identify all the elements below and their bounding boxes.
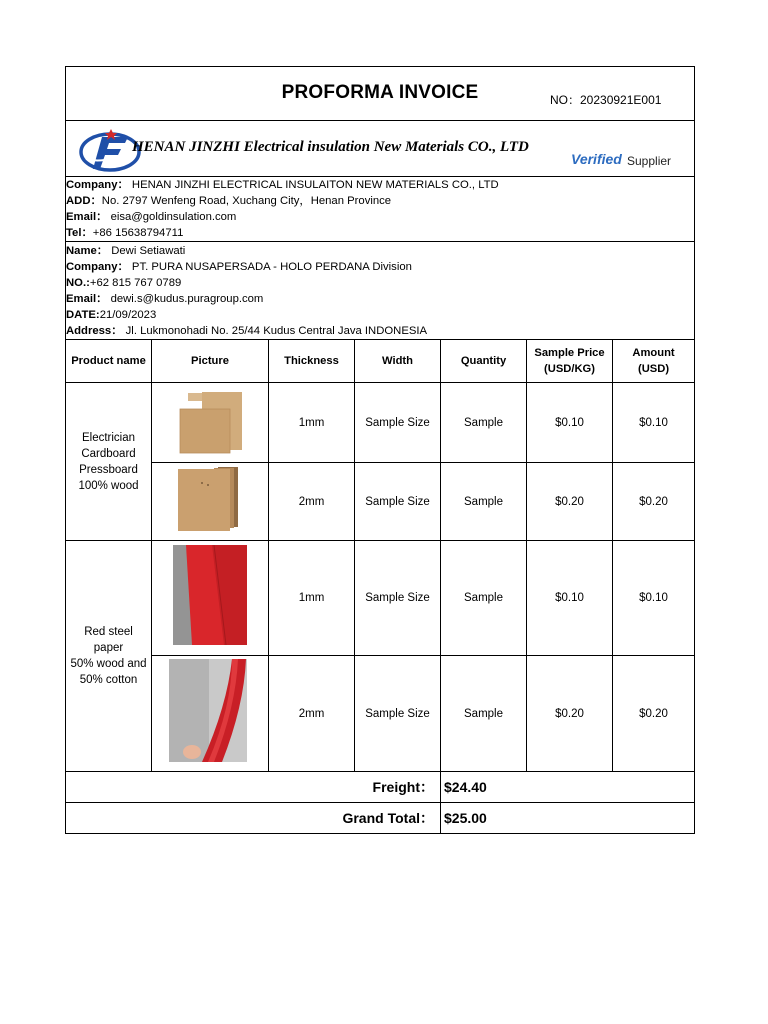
- product-name-line: 50% cotton: [79, 674, 138, 686]
- seller-email-label: Email：: [66, 211, 108, 223]
- picture-cell: [152, 463, 269, 541]
- picture-cell: [152, 383, 269, 463]
- table-row: [66, 463, 695, 541]
- seller-tel: +86 15638794711: [92, 227, 184, 239]
- product-name-line: Cardboard: [81, 447, 136, 460]
- seller-address: No. 2797 Wenfeng Road, Xuchang City，Henan Province: [101, 195, 392, 207]
- company-banner-title: HENAN JINZHI Electrical insulation New Materials CO., LTD: [132, 139, 529, 155]
- buyer-info: [66, 242, 695, 340]
- header-product-name: Product name: [66, 340, 152, 383]
- buyer-date: 21/09/2023: [99, 308, 157, 321]
- product-name-line: Red steel: [84, 626, 133, 638]
- width-cell: Sample Size: [355, 656, 441, 772]
- buyer-email: dewi.s@kudus.puragroup.com: [110, 292, 264, 305]
- header-quantity: Quantity: [441, 340, 527, 383]
- thickness-cell: 1mm: [269, 383, 355, 463]
- invoice-table: [65, 66, 695, 834]
- seller-info: [66, 177, 695, 242]
- buyer-company: PT. PURA NUSAPERSADA - HOLO PERDANA Division: [131, 260, 412, 273]
- verified-label: Verified: [571, 151, 622, 167]
- buyer-date-label: DATE:: [66, 308, 100, 321]
- product-name-line: paper: [93, 642, 124, 654]
- picture-cell: [152, 541, 269, 656]
- red-steel-paper-bent-image: [152, 656, 269, 766]
- thickness-cell: 2mm: [269, 463, 355, 541]
- title-cell: [66, 67, 695, 121]
- header-amount-line2: (USD): [637, 363, 670, 375]
- buyer-name-label: Name：: [66, 244, 109, 257]
- grand-total-value: $25.00: [441, 803, 695, 834]
- thickness-cell: 1mm: [269, 541, 355, 656]
- product-name-line: Electrician: [81, 431, 136, 444]
- invoice-title: PROFORMA INVOICE: [281, 82, 479, 103]
- table-row: [66, 383, 695, 463]
- logo-header: [66, 121, 695, 177]
- header-amount: [613, 340, 695, 383]
- header-width: Width: [355, 340, 441, 383]
- invoice-sheet: [65, 66, 694, 834]
- seller-email: eisa@goldinsulation.com: [110, 211, 237, 223]
- header-sample-price-line1: Sample Price: [534, 347, 605, 359]
- table-row: [66, 656, 695, 772]
- quantity-cell: Sample: [441, 541, 527, 656]
- amount-cell: $0.20: [613, 656, 695, 772]
- kraft-pressboard-sheet-image: [152, 383, 269, 457]
- width-cell: Sample Size: [355, 383, 441, 463]
- quantity-cell: Sample: [441, 383, 527, 463]
- grand-total-label: Grand Total：: [66, 803, 441, 834]
- seller-tel-label: Tel：: [66, 227, 93, 239]
- buyer-address-label: Address：: [66, 324, 123, 337]
- header-sample-price: [527, 340, 613, 383]
- quantity-cell: Sample: [441, 656, 527, 772]
- price-cell: $0.20: [527, 656, 613, 772]
- price-cell: $0.10: [527, 383, 613, 463]
- picture-cell: [152, 656, 269, 772]
- product-name-line: Pressboard: [79, 463, 138, 476]
- freight-label: Freight：: [66, 772, 441, 803]
- quantity-cell: Sample: [441, 463, 527, 541]
- seller-company-label: Company：: [66, 179, 129, 191]
- thickness-cell: 2mm: [269, 656, 355, 772]
- buyer-address: Jl. Lukmonohadi No. 25/44 Kudus Central Java INDONESIA: [125, 324, 428, 337]
- buyer-email-label: Email：: [66, 292, 108, 305]
- product-name-cell: [66, 383, 152, 541]
- red-steel-paper-flat-image: [152, 541, 269, 650]
- header-amount-line1: Amount: [632, 347, 675, 359]
- width-cell: Sample Size: [355, 541, 441, 656]
- product-name-line: 100% wood: [78, 479, 139, 492]
- buyer-phone: +62 815 767 0789: [89, 276, 182, 289]
- seller-company: HENAN JINZHI ELECTRICAL INSULAITON NEW MATERIALS CO., LTD: [131, 179, 499, 191]
- price-cell: $0.10: [527, 541, 613, 656]
- supplier-label: Supplier: [627, 154, 672, 168]
- freight-value: $24.40: [441, 772, 695, 803]
- product-name-line: 50% wood and: [70, 658, 147, 670]
- verified-badge: [571, 151, 622, 167]
- invoice-number: NO：20230921E001: [550, 93, 662, 107]
- buyer-name: Dewi Setiawati: [111, 244, 186, 257]
- buyer-company-label: Company：: [66, 260, 129, 273]
- seller-add-label: ADD：: [66, 195, 102, 207]
- freight-row: [66, 772, 695, 803]
- grand-total-row: [66, 803, 695, 834]
- header-sample-price-line2: (USD/KG): [544, 363, 595, 375]
- price-cell: $0.20: [527, 463, 613, 541]
- amount-cell: $0.10: [613, 541, 695, 656]
- product-name-cell: [66, 541, 152, 772]
- width-cell: Sample Size: [355, 463, 441, 541]
- table-row: [66, 541, 695, 656]
- kraft-pressboard-stack-image: [152, 463, 269, 535]
- header-picture: Picture: [152, 340, 269, 383]
- amount-cell: $0.20: [613, 463, 695, 541]
- header-thickness: Thickness: [269, 340, 355, 383]
- buyer-no-label: NO.:: [66, 276, 90, 289]
- amount-cell: $0.10: [613, 383, 695, 463]
